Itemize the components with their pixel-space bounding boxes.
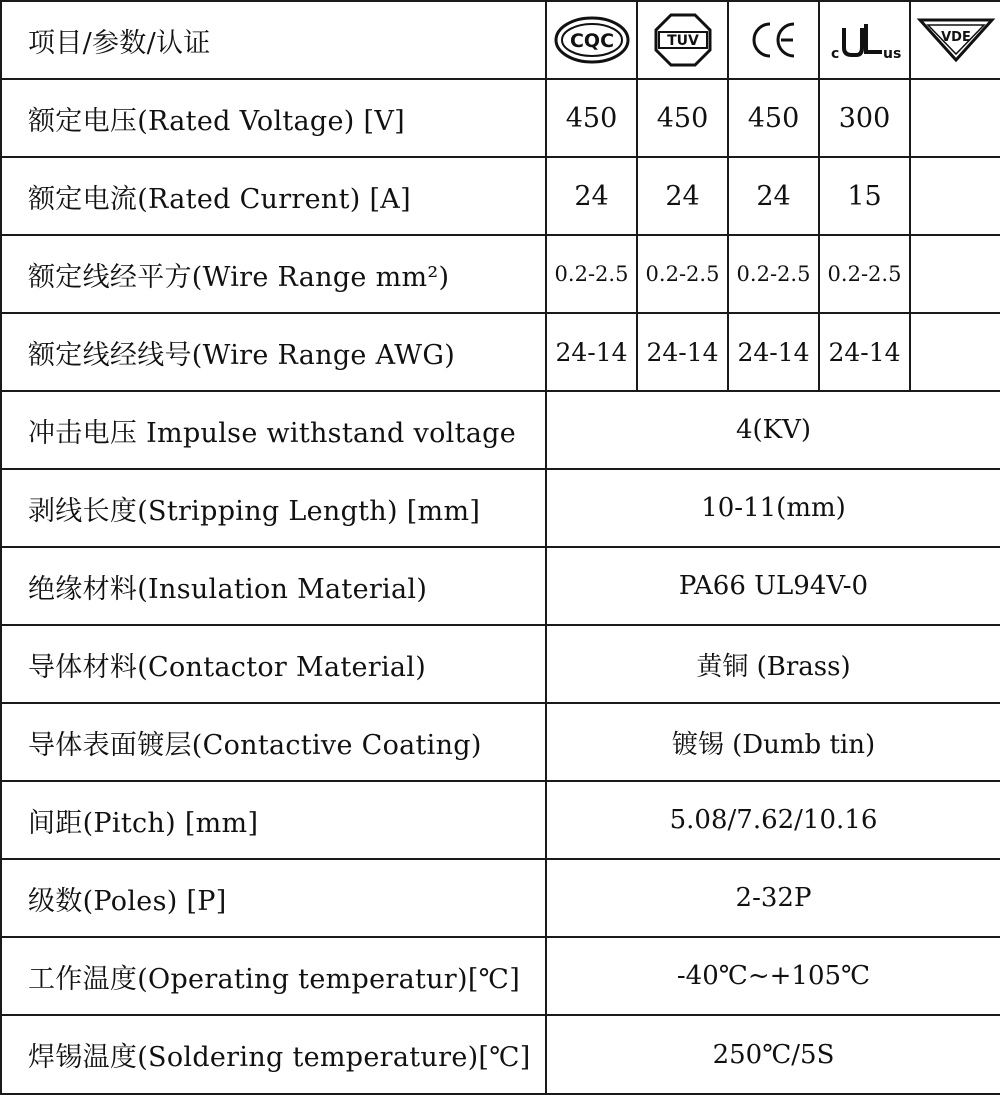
value-ul: 15 bbox=[819, 157, 910, 235]
row-rated-voltage bbox=[1, 79, 1000, 157]
value-tuv: 24-14 bbox=[637, 313, 728, 391]
row-label: 额定线经线号(Wire Range AWG) bbox=[1, 313, 546, 391]
value-vde bbox=[910, 157, 1000, 235]
cert-vde bbox=[910, 1, 1000, 79]
row-contactor-material bbox=[1, 625, 1000, 703]
row-label: 导体材料(Contactor Material) bbox=[1, 625, 546, 703]
row-value: PA66 UL94V-0 bbox=[546, 547, 1000, 625]
value-ul: 300 bbox=[819, 79, 910, 157]
row-label: 额定电流(Rated Current) [A] bbox=[1, 157, 546, 235]
vde-mark-icon bbox=[916, 16, 996, 64]
cert-ce bbox=[728, 1, 819, 79]
row-rated-current bbox=[1, 157, 1000, 235]
vde-mark-text: VDE bbox=[940, 30, 971, 45]
row-operating-temperature bbox=[1, 937, 1000, 1015]
cert-cqc bbox=[546, 1, 637, 79]
value-ce: 24-14 bbox=[728, 313, 819, 391]
row-label: 导体表面镀层(Contactive Coating) bbox=[1, 703, 546, 781]
row-stripping-length bbox=[1, 469, 1000, 547]
tuv-mark-icon bbox=[653, 12, 713, 68]
value-tuv: 450 bbox=[637, 79, 728, 157]
row-value: 4(KV) bbox=[546, 391, 1000, 469]
tuv-mark-text: TUV bbox=[666, 33, 699, 49]
row-insulation-material bbox=[1, 547, 1000, 625]
cqc-mark-icon bbox=[553, 15, 631, 65]
cert-ul bbox=[819, 1, 910, 79]
value-ce: 0.2-2.5 bbox=[728, 235, 819, 313]
row-wire-range-mm2 bbox=[1, 235, 1000, 313]
cert-tuv bbox=[637, 1, 728, 79]
row-label: 级数(Poles) [P] bbox=[1, 859, 546, 937]
row-label: 焊锡温度(Soldering temperature)[℃] bbox=[1, 1015, 546, 1094]
row-impulse-voltage bbox=[1, 391, 1000, 469]
value-vde bbox=[910, 79, 1000, 157]
row-value: -40℃~+105℃ bbox=[546, 937, 1000, 1015]
value-cqc: 24-14 bbox=[546, 313, 637, 391]
row-value: 黄铜 (Brass) bbox=[546, 625, 1000, 703]
row-label: 绝缘材料(Insulation Material) bbox=[1, 547, 546, 625]
value-cqc: 24 bbox=[546, 157, 637, 235]
row-label: 冲击电压 Impulse withstand voltage bbox=[1, 391, 546, 469]
row-value: 10-11(mm) bbox=[546, 469, 1000, 547]
header-label: 项目/参数/认证 bbox=[1, 1, 546, 79]
row-label: 剥线长度(Stripping Length) [mm] bbox=[1, 469, 546, 547]
row-label: 间距(Pitch) [mm] bbox=[1, 781, 546, 859]
value-cqc: 450 bbox=[546, 79, 637, 157]
row-poles bbox=[1, 859, 1000, 937]
ul-c-text: c bbox=[830, 46, 839, 62]
value-cqc: 0.2-2.5 bbox=[546, 235, 637, 313]
row-value: 5.08/7.62/10.16 bbox=[546, 781, 1000, 859]
value-ce: 450 bbox=[728, 79, 819, 157]
ul-us-text: us bbox=[882, 46, 901, 62]
value-vde bbox=[910, 235, 1000, 313]
ce-mark-icon bbox=[749, 18, 799, 62]
row-value: 2-32P bbox=[546, 859, 1000, 937]
row-label: 工作温度(Operating temperatur)[℃] bbox=[1, 937, 546, 1015]
row-value: 250℃/5S bbox=[546, 1015, 1000, 1094]
row-label: 额定电压(Rated Voltage) [V] bbox=[1, 79, 546, 157]
row-value: 镀锡 (Dumb tin) bbox=[546, 703, 1000, 781]
value-ul: 24-14 bbox=[819, 313, 910, 391]
row-wire-range-awg bbox=[1, 313, 1000, 391]
value-ce: 24 bbox=[728, 157, 819, 235]
value-tuv: 24 bbox=[637, 157, 728, 235]
cqc-mark-text: CQC bbox=[569, 30, 614, 52]
ul-recognized-mark-icon bbox=[826, 18, 904, 62]
row-soldering-temperature bbox=[1, 1015, 1000, 1094]
header-row bbox=[1, 1, 1000, 79]
value-vde bbox=[910, 313, 1000, 391]
row-label: 额定线经平方(Wire Range mm²) bbox=[1, 235, 546, 313]
row-contact-coating bbox=[1, 703, 1000, 781]
value-tuv: 0.2-2.5 bbox=[637, 235, 728, 313]
row-pitch bbox=[1, 781, 1000, 859]
value-ul: 0.2-2.5 bbox=[819, 235, 910, 313]
